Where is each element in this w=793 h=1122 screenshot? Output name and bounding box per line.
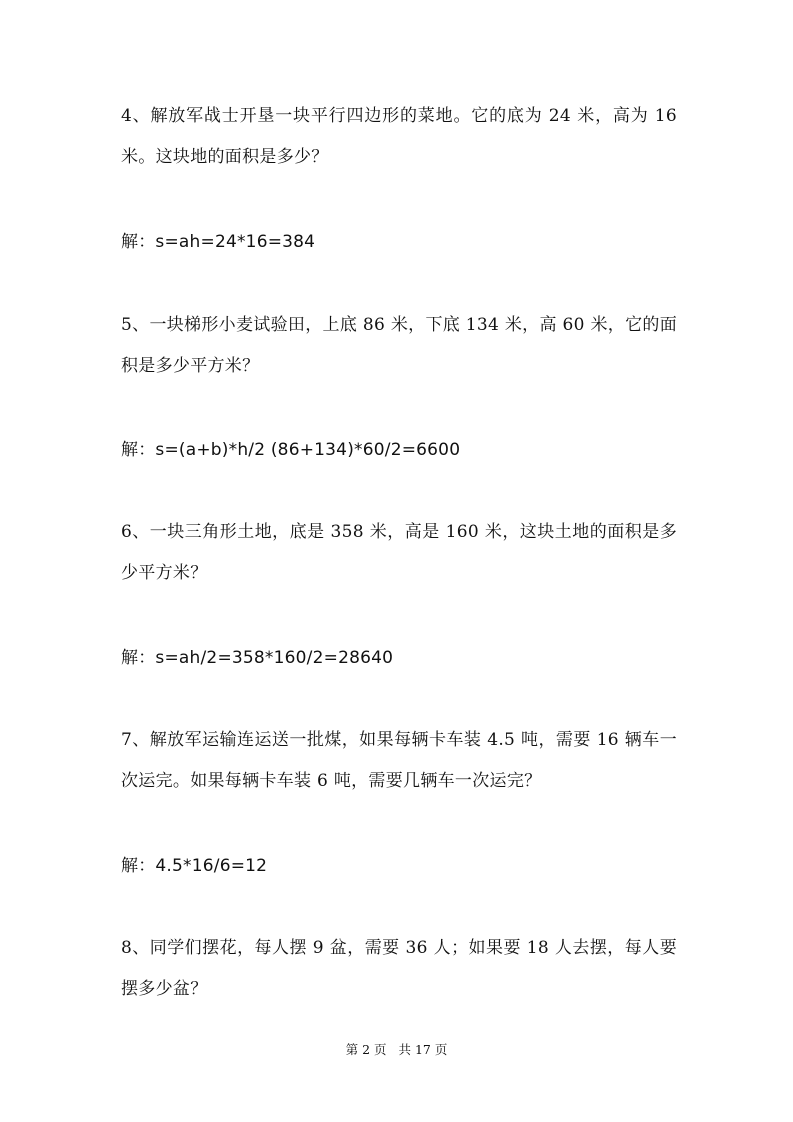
problem-5-answer — [121, 438, 677, 462]
answer-label: 解： — [121, 232, 156, 252]
problem-6-answer — [121, 646, 677, 670]
answer-label: 解： — [121, 440, 156, 460]
problem-7-answer — [121, 854, 677, 878]
problem-5-text: 5、一块梯形小麦试验田，上底 86 米，下底 134 米，高 60 米，它的面积是多少平方米？ — [121, 315, 677, 376]
problem-7-text: 7、解放军运输连运送一批煤，如果每辆卡车装 4.5 吨，需要 16 辆车一次运完。如果每辆卡车装 6 吨，需要几辆车一次运完？ — [121, 730, 677, 791]
page-unit: 页 — [374, 1042, 387, 1057]
problem-4-text: 4、解放军战士开垦一块平行四边形的菜地。它的底为 24 米，高为 16 米。这块地的面积是多少？ — [121, 106, 677, 167]
page-footer — [0, 1040, 793, 1058]
page-prefix: 第 — [345, 1042, 359, 1057]
page-number: 2 — [362, 1042, 371, 1057]
problem-8-text: 8、同学们摆花，每人摆 9 盆，需要 36 人；如果要 18 人去摆，每人要摆多少盆？ — [121, 938, 677, 999]
answer-formula: s=(a+b)*h/2 (86+134)*60/2=6600 — [155, 440, 461, 460]
total-pages: 17 — [414, 1042, 431, 1057]
answer-label: 解： — [121, 856, 156, 876]
problem-4-answer — [121, 230, 677, 254]
answer-formula: s=ah=24*16=384 — [155, 232, 316, 252]
answer-label: 解： — [121, 648, 156, 668]
total-unit: 页 — [434, 1042, 448, 1057]
answer-formula: s=ah/2=358*160/2=28640 — [155, 648, 394, 668]
problem-6-text: 6、一块三角形土地，底是 358 米，高是 160 米，这块土地的面积是多少平方米？ — [121, 522, 677, 583]
answer-formula: 4.5*16/6=12 — [155, 856, 268, 876]
total-prefix: 共 — [398, 1042, 411, 1057]
